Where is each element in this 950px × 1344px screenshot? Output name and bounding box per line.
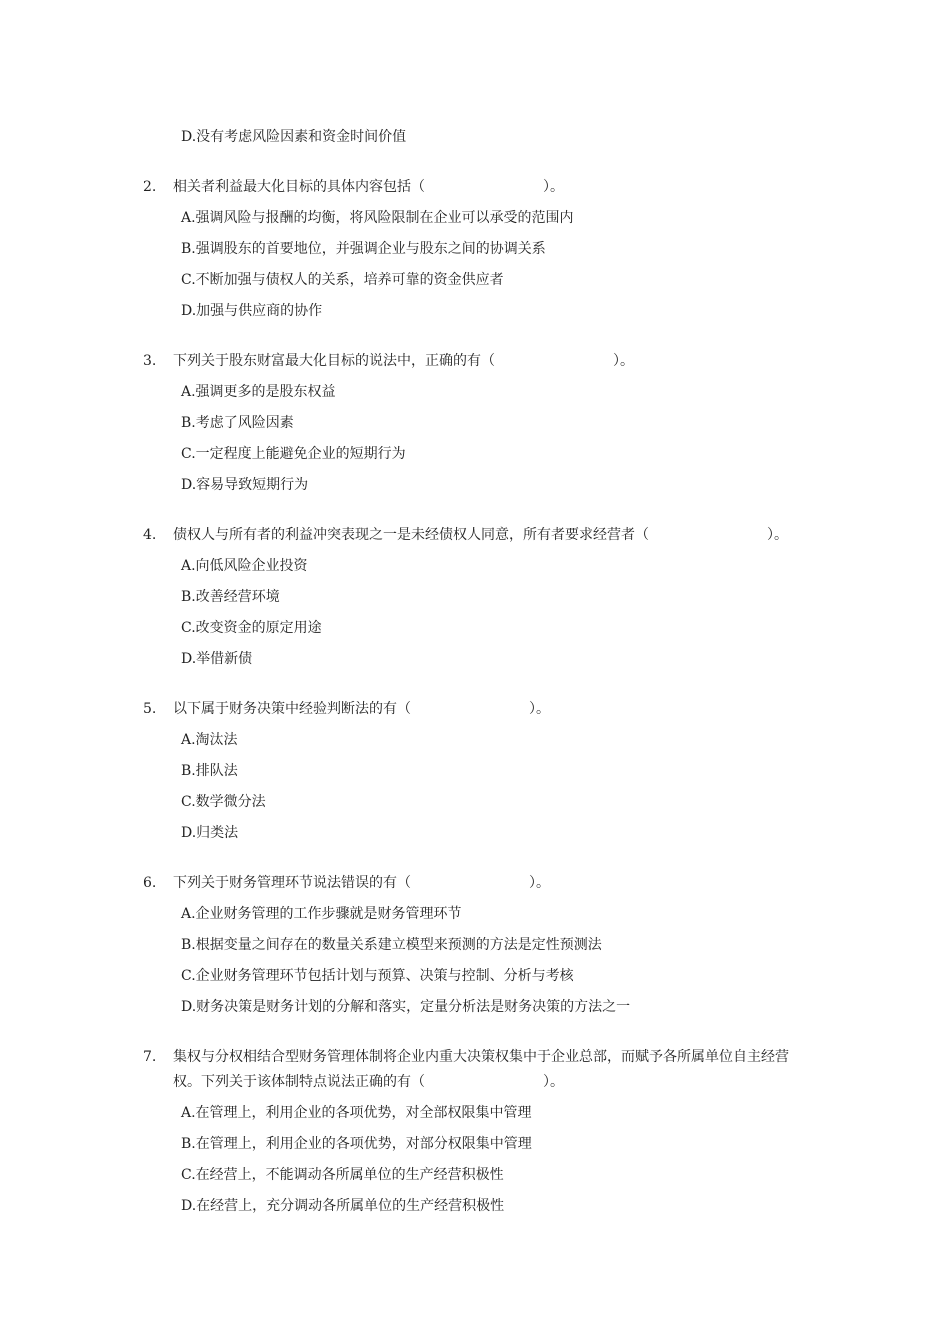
option-c: C.改变资金的原定用途 [181, 620, 322, 636]
question-stem: 集权与分权相结合型财务管理体制将企业内重大决策权集中于企业总部，而赋予各所属单位自主经营 [173, 1049, 789, 1065]
option-c: C.在经营上，不能调动各所属单位的生产经营积极性 [181, 1167, 504, 1183]
option-c: C.不断加强与债权人的关系，培养可靠的资金供应者 [181, 272, 504, 288]
option-d: D.在经营上，充分调动各所属单位的生产经营积极性 [181, 1198, 505, 1214]
option-c: C.数学微分法 [181, 794, 266, 810]
question-number: 3. [143, 353, 157, 369]
question-number: 7. [143, 1049, 157, 1065]
option-c: C.企业财务管理环节包括计划与预算、决策与控制、分析与考核 [181, 968, 574, 984]
question-number: 2. [143, 179, 157, 195]
option-b: B.在管理上，利用企业的各项优势，对部分权限集中管理 [181, 1136, 532, 1152]
question-stem: 下列关于财务管理环节说法错误的有（ ）。 [173, 875, 550, 891]
option-b: B.根据变量之间存在的数量关系建立模型来预测的方法是定性预测法 [181, 937, 602, 953]
option-b: B.排队法 [181, 763, 238, 779]
question-stem: 相关者利益最大化目标的具体内容包括（ ）。 [173, 179, 564, 195]
option-a: A.企业财务管理的工作步骤就是财务管理环节 [181, 906, 462, 922]
option-d: D.容易导致短期行为 [181, 477, 309, 493]
option-a: A.向低风险企业投资 [181, 558, 308, 574]
question-number: 6. [143, 875, 157, 891]
option-a: A.淘汰法 [181, 732, 238, 748]
option-b: B.强调股东的首要地位，并强调企业与股东之间的协调关系 [181, 241, 546, 257]
option-a: A.强调风险与报酬的均衡，将风险限制在企业可以承受的范围内 [181, 210, 574, 226]
option-c: C.一定程度上能避免企业的短期行为 [181, 446, 406, 462]
question-stem: 下列关于股东财富最大化目标的说法中，正确的有（ ）。 [173, 353, 634, 369]
option-b: B.考虑了风险因素 [181, 415, 294, 431]
question-number: 4. [143, 527, 157, 543]
option-d: D.归类法 [181, 825, 239, 841]
option-b: B.改善经营环境 [181, 589, 280, 605]
option-d: D.举借新债 [181, 651, 253, 667]
option-a: A.强调更多的是股东权益 [181, 384, 336, 400]
option-d: D.加强与供应商的协作 [181, 303, 323, 319]
option-d: D.财务决策是财务计划的分解和落实，定量分析法是财务决策的方法之一 [181, 999, 631, 1015]
option-a: A.在管理上，利用企业的各项优势，对全部权限集中管理 [181, 1105, 532, 1121]
question-stem: 债权人与所有者的利益冲突表现之一是未经债权人同意，所有者要求经营者（ ）。 [173, 527, 788, 543]
question-number: 5. [143, 701, 157, 717]
prev-option-d: D.没有考虑风险因素和资金时间价值 [181, 129, 407, 145]
question-stem-continued: 权。下列关于该体制特点说法正确的有（ ）。 [173, 1074, 564, 1090]
question-stem: 以下属于财务决策中经验判断法的有（ ）。 [173, 701, 550, 717]
